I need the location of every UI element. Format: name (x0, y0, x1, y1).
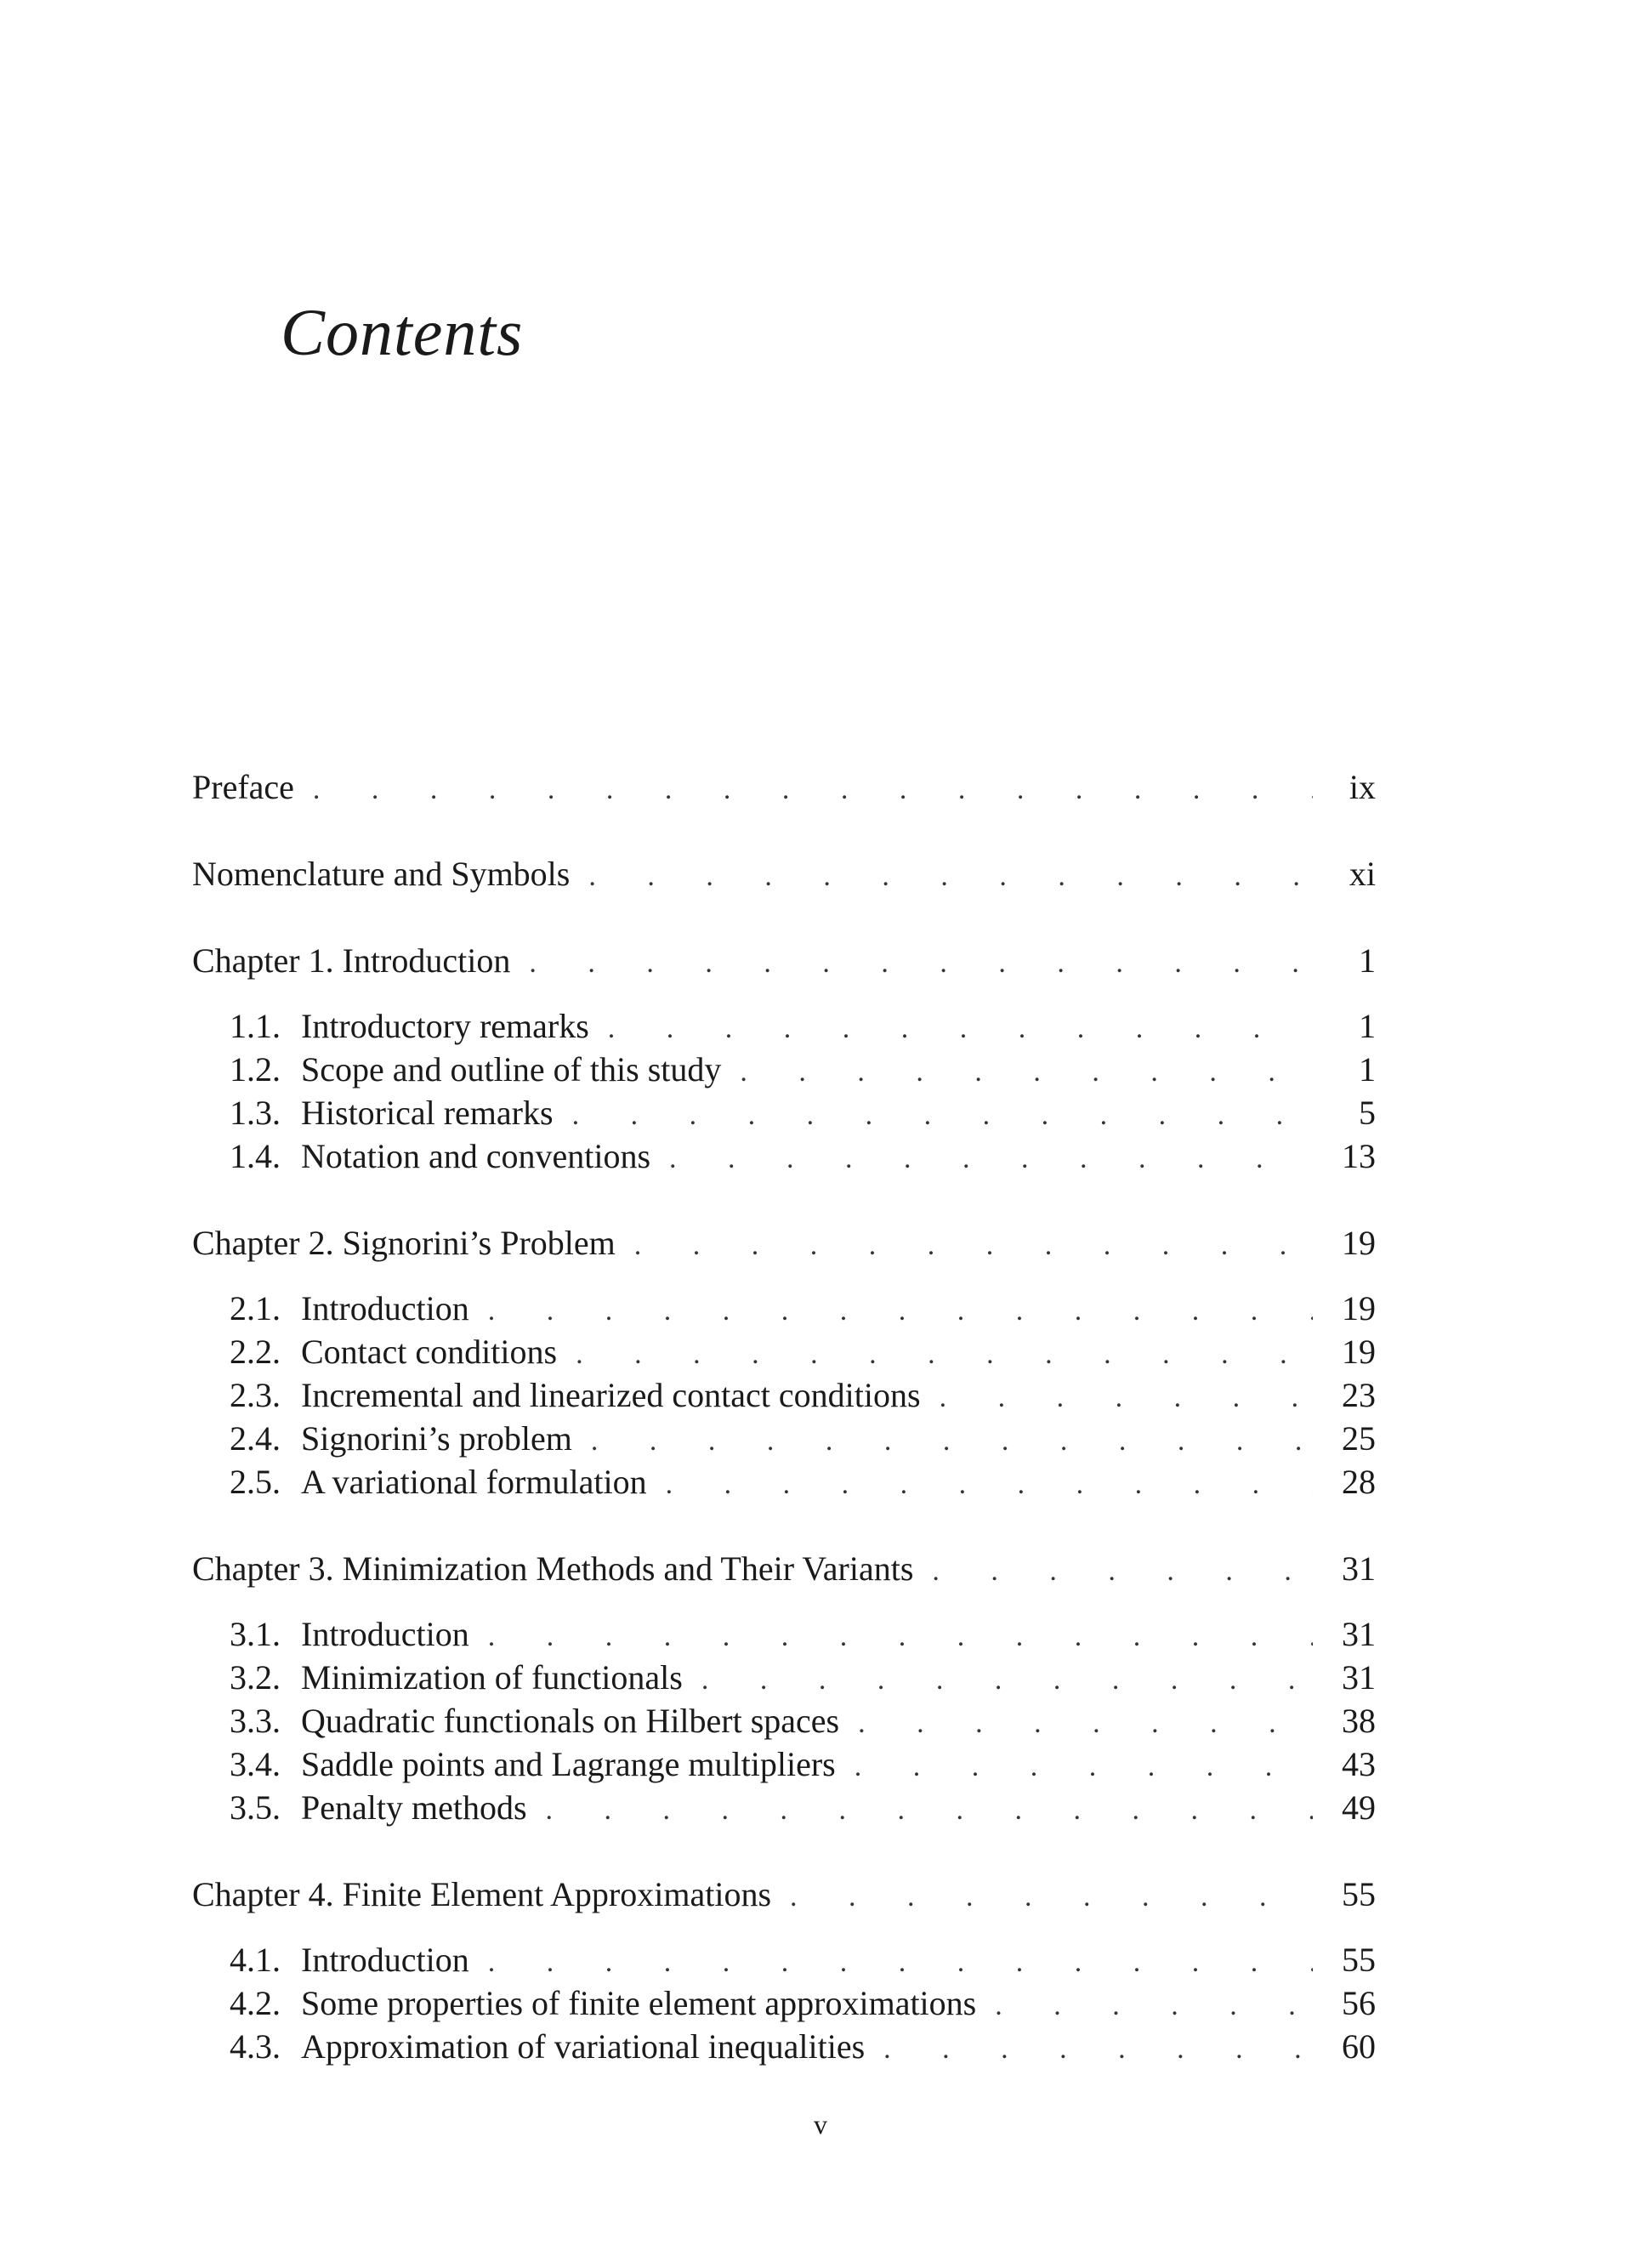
toc-chapter-4[interactable] (192, 1875, 1376, 1921)
section-page: 43 (1342, 1745, 1376, 1783)
section-title: A variational formulation (301, 1463, 647, 1501)
toc-entry-title: Preface (192, 768, 294, 806)
section-page: 31 (1342, 1615, 1376, 1653)
toc-chapter-3[interactable] (192, 1549, 1376, 1595)
toc-section-1-4[interactable] (192, 1137, 1376, 1183)
toc-section-3-4[interactable] (192, 1745, 1376, 1791)
chapter-title: Minimization Methods and Their Variants (342, 1549, 914, 1588)
toc-section-2-1[interactable] (192, 1289, 1376, 1335)
section-title: Introduction (301, 1941, 469, 1979)
section-page: 55 (1342, 1941, 1376, 1979)
section-number: 1.3. (230, 1094, 281, 1132)
section-title: Signorini’s problem (301, 1419, 572, 1458)
toc-section-3-3[interactable] (192, 1704, 1376, 1748)
section-page: 19 (1342, 1289, 1376, 1327)
section-number: 3.5. (230, 1788, 281, 1827)
dot-leader (858, 1709, 1313, 1738)
section-title: Notation and conventions (301, 1137, 651, 1175)
dot-leader (740, 1058, 1313, 1087)
chapter-page: 31 (1342, 1549, 1376, 1588)
section-title: Some properties of finite element approximations (301, 1984, 977, 2022)
chapter-page: 55 (1342, 1875, 1376, 1913)
dot-leader (995, 1992, 1313, 2021)
section-number: 2.1. (230, 1289, 281, 1327)
section-title: Minimization of functionals (301, 1658, 683, 1697)
chapter-label: Chapter 2. (192, 1224, 334, 1262)
chapter-title: Introduction (342, 941, 511, 980)
section-title: Introduction (301, 1289, 469, 1327)
section-number: 3.4. (230, 1745, 281, 1783)
page-number: v (814, 2109, 827, 2140)
section-title: Incremental and linearized contact conditions (301, 1376, 921, 1414)
section-number: 4.1. (230, 1941, 281, 1979)
dot-leader (576, 1340, 1313, 1369)
toc-section-4-2[interactable] (192, 1984, 1376, 2030)
toc-section-3-5[interactable] (192, 1788, 1376, 1834)
section-number: 1.1. (230, 1007, 281, 1045)
dot-leader (591, 1427, 1313, 1456)
section-number: 3.1. (230, 1615, 281, 1653)
section-page: 23 (1342, 1376, 1376, 1414)
toc-chapter-2[interactable] (192, 1226, 1376, 1270)
toc-section-2-3[interactable] (192, 1378, 1376, 1422)
section-title: Introductory remarks (301, 1007, 589, 1045)
section-number: 4.3. (230, 2027, 281, 2066)
section-page: 25 (1342, 1419, 1376, 1458)
section-page: 19 (1342, 1333, 1376, 1371)
section-title: Approximation of variational inequalities (301, 2027, 866, 2066)
chapter-label: Chapter 1. (192, 941, 334, 980)
toc-section-1-2[interactable] (192, 1050, 1376, 1096)
section-title: Scope and outline of this study (301, 1050, 722, 1089)
chapter-page: 1 (1359, 941, 1376, 980)
toc-section-2-2[interactable] (192, 1335, 1376, 1378)
toc-entry-page: ix (1349, 768, 1376, 806)
chapter-label: Chapter 3. (192, 1549, 334, 1588)
section-title: Introduction (301, 1615, 469, 1653)
dot-leader (790, 1883, 1313, 1912)
section-page: 13 (1342, 1137, 1376, 1175)
chapter-title: Signorini’s Problem (342, 1224, 616, 1262)
section-number: 2.5. (230, 1463, 281, 1501)
toc-entry-page: xi (1349, 855, 1376, 893)
toc-section-2-4[interactable] (192, 1419, 1376, 1465)
dot-leader (940, 1384, 1313, 1413)
section-number: 2.3. (230, 1376, 281, 1414)
toc-entry-preface[interactable] (192, 770, 1376, 814)
section-number: 4.2. (230, 1984, 281, 2022)
table-of-contents (192, 770, 1376, 2073)
dot-leader (634, 1231, 1313, 1260)
dot-leader (883, 2035, 1313, 2064)
section-page: 1 (1359, 1007, 1376, 1045)
section-title: Historical remarks (301, 1094, 554, 1132)
page-title: Contents (281, 295, 524, 369)
section-number: 1.2. (230, 1050, 281, 1089)
dot-leader (666, 1470, 1313, 1499)
chapter-title: Finite Element Approximations (342, 1875, 772, 1913)
toc-section-2-5[interactable] (192, 1465, 1376, 1509)
section-page: 38 (1342, 1702, 1376, 1740)
section-number: 2.4. (230, 1419, 281, 1458)
section-page: 60 (1342, 2027, 1376, 2066)
dot-leader (669, 1145, 1313, 1174)
section-number: 1.4. (230, 1137, 281, 1175)
section-page: 49 (1342, 1788, 1376, 1827)
dot-leader (546, 1796, 1313, 1825)
section-title: Penalty methods (301, 1788, 527, 1827)
dot-leader (701, 1666, 1313, 1695)
section-title: Saddle points and Lagrange multipliers (301, 1745, 836, 1783)
section-page: 5 (1359, 1094, 1376, 1132)
dot-leader (313, 776, 1313, 804)
section-page: 56 (1342, 1984, 1376, 2022)
chapter-label: Chapter 4. (192, 1875, 334, 1913)
toc-section-3-1[interactable] (192, 1617, 1376, 1661)
section-number: 3.3. (230, 1702, 281, 1740)
toc-section-4-1[interactable] (192, 1943, 1376, 1987)
toc-chapter-1[interactable] (192, 941, 1376, 987)
section-title: Contact conditions (301, 1333, 558, 1371)
toc-section-1-3[interactable] (192, 1096, 1376, 1140)
toc-section-1-1[interactable] (192, 1009, 1376, 1053)
dot-leader (608, 1015, 1313, 1043)
section-number: 2.2. (230, 1333, 281, 1371)
dot-leader (588, 862, 1313, 891)
toc-section-4-3[interactable] (192, 2027, 1376, 2073)
dot-leader (529, 949, 1313, 978)
section-page: 31 (1342, 1658, 1376, 1697)
dot-leader (572, 1101, 1313, 1130)
section-title: Quadratic functionals on Hilbert spaces (301, 1702, 840, 1740)
chapter-page: 19 (1342, 1224, 1376, 1262)
toc-section-3-2[interactable] (192, 1658, 1376, 1704)
dot-leader (488, 1297, 1313, 1326)
section-page: 28 (1342, 1463, 1376, 1501)
toc-entry-nomenclature[interactable] (192, 857, 1376, 901)
section-number: 3.2. (230, 1658, 281, 1697)
toc-entry-title: Nomenclature and Symbols (192, 855, 571, 893)
dot-leader (488, 1948, 1313, 1977)
dot-leader (855, 1753, 1313, 1782)
dot-leader (932, 1557, 1313, 1586)
dot-leader (488, 1623, 1313, 1651)
section-page: 1 (1359, 1050, 1376, 1089)
